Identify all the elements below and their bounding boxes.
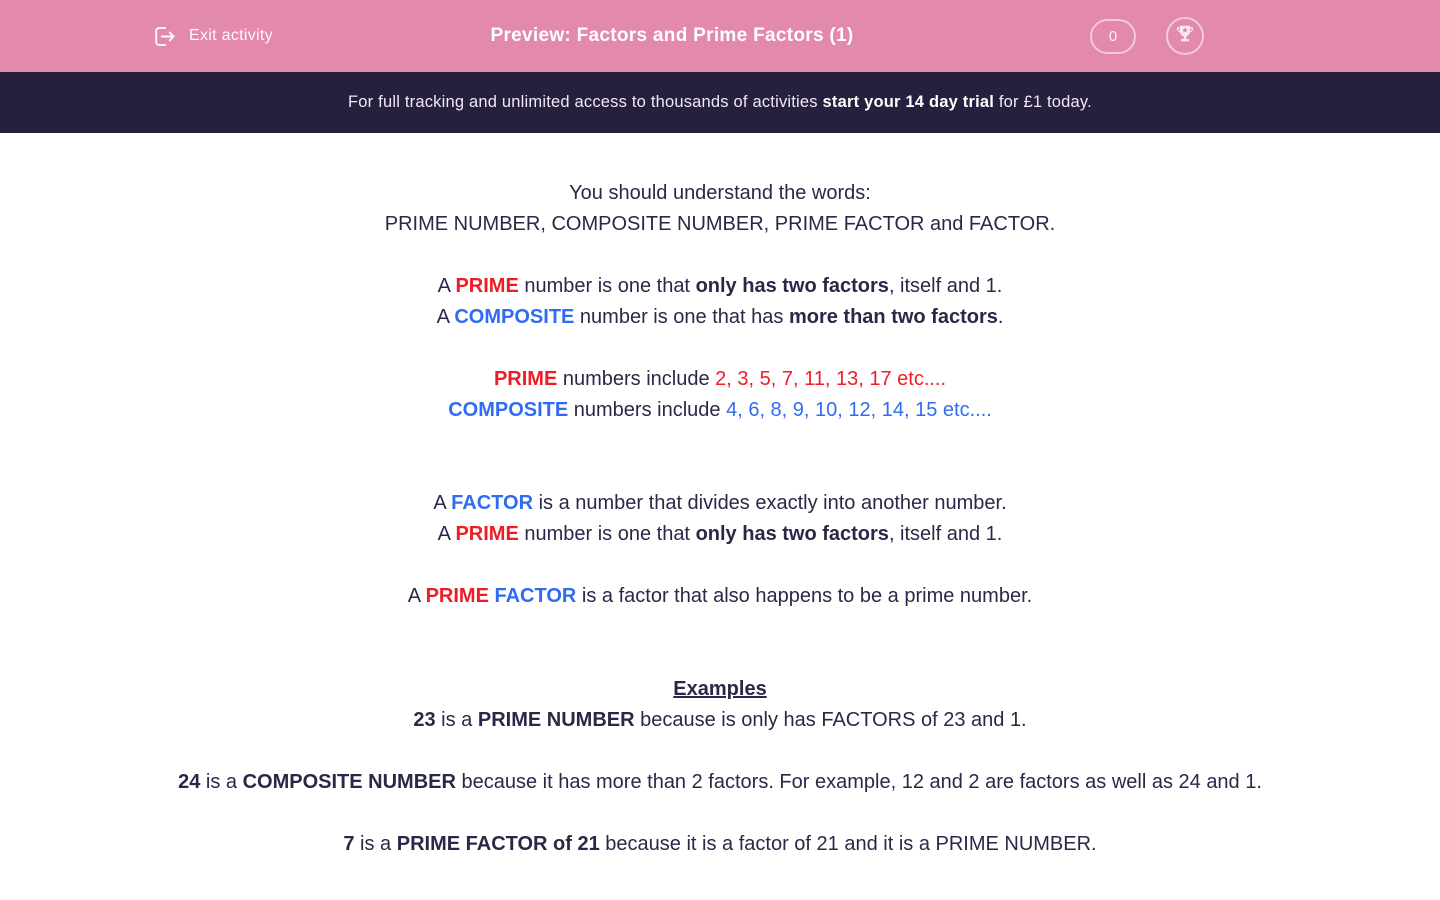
text-segment: PRIME NUMBER (477, 709, 635, 731)
content-line (150, 829, 1290, 860)
text-segment: FACTOR (451, 492, 534, 514)
content-line (150, 395, 1290, 426)
exit-activity-button[interactable] (150, 0, 273, 72)
page-title: Preview: Factors and Prime Factors (1) (490, 25, 854, 46)
activity-header (0, 0, 1440, 72)
text-segment: because is only has FACTORS of 23 and 1. (634, 709, 1027, 731)
text-segment: because it has more than 2 factors. For example, 12 and 2 are factors as well as 24 and 1. (455, 771, 1262, 793)
text-segment: PRIME (425, 585, 489, 607)
text-segment: is a factor that also happens to be a prime number. (576, 585, 1033, 607)
spacer-line (150, 426, 1290, 457)
text-segment: , itself and 1. (888, 275, 1003, 297)
text-segment: number is one that (518, 523, 696, 545)
text-segment: only has two factors (695, 523, 889, 545)
text-segment: only has two factors (695, 275, 889, 297)
content-line (150, 767, 1290, 798)
spacer-line (150, 457, 1290, 488)
text-segment: You should understand the words: (569, 182, 871, 204)
content-line (150, 519, 1290, 550)
banner-text (348, 93, 1092, 112)
text-segment: A (436, 306, 455, 328)
trophy-icon (1174, 23, 1196, 50)
content-line (150, 705, 1290, 736)
text-segment: COMPOSITE NUMBER (242, 771, 456, 793)
trophy-button[interactable] (1166, 17, 1204, 55)
text-segment: 23 (413, 709, 436, 731)
text-segment: 2, 3, 5, 7, 11, 13, 17 etc.... (715, 368, 947, 390)
text-segment: A (407, 585, 426, 607)
text-segment: is a (354, 833, 397, 855)
text-segment: A (433, 492, 452, 514)
exit-activity-label: Exit activity (189, 27, 273, 44)
trial-link[interactable]: start your 14 day trial (822, 93, 995, 111)
score-value: 0 (1108, 27, 1118, 45)
text-segment: 7 (343, 833, 355, 855)
text-segment: is a number that divides exactly into another number. (533, 492, 1007, 514)
score-counter (1090, 19, 1136, 54)
text-segment: because it is a factor of 21 and it is a PRIME NUMBER. (599, 833, 1097, 855)
content-line (150, 302, 1290, 333)
text-segment: numbers include (568, 399, 727, 421)
spacer-line (150, 612, 1290, 643)
text-segment: Examples (673, 678, 767, 700)
banner-prefix: For full tracking and unlimited access to thousands of activities (348, 93, 823, 111)
text-segment: PRIME FACTOR of 21 (396, 833, 600, 855)
text-segment: 24 (178, 771, 201, 793)
content-line (150, 178, 1290, 209)
spacer-line (150, 736, 1290, 767)
text-segment: PRIME (455, 523, 519, 545)
text-segment: more than two factors (788, 306, 998, 328)
worksheet-content (150, 133, 1290, 860)
spacer-line (150, 333, 1290, 364)
text-segment: COMPOSITE (448, 399, 569, 421)
content-line (150, 271, 1290, 302)
text-segment: is a (435, 709, 478, 731)
text-segment: . (997, 306, 1004, 328)
spacer-line (150, 550, 1290, 581)
text-segment: A (437, 275, 456, 297)
text-segment: is a (200, 771, 243, 793)
text-segment: PRIME (493, 368, 558, 390)
spacer-line (150, 798, 1290, 829)
exit-icon (150, 23, 177, 50)
text-segment: PRIME NUMBER, COMPOSITE NUMBER, PRIME FACTOR and FACTOR. (384, 213, 1056, 235)
text-segment: PRIME (455, 275, 519, 297)
text-segment: numbers include (557, 368, 716, 390)
content-line (150, 364, 1290, 395)
content-line (150, 488, 1290, 519)
content-line (150, 581, 1290, 612)
text-segment: 4, 6, 8, 9, 10, 12, 14, 15 etc.... (726, 399, 992, 421)
content-line (150, 209, 1290, 240)
text-segment: A (437, 523, 456, 545)
trial-banner (0, 72, 1440, 133)
text-segment: COMPOSITE (454, 306, 575, 328)
text-segment: FACTOR (494, 585, 577, 607)
text-segment: number is one that (518, 275, 696, 297)
text-segment: , itself and 1. (888, 523, 1003, 545)
spacer-line (150, 643, 1290, 674)
header-right-group (1090, 0, 1204, 72)
spacer-line (150, 240, 1290, 271)
content-line (150, 674, 1290, 705)
text-segment: number is one that has (574, 306, 789, 328)
banner-suffix: for £1 today. (994, 93, 1092, 111)
